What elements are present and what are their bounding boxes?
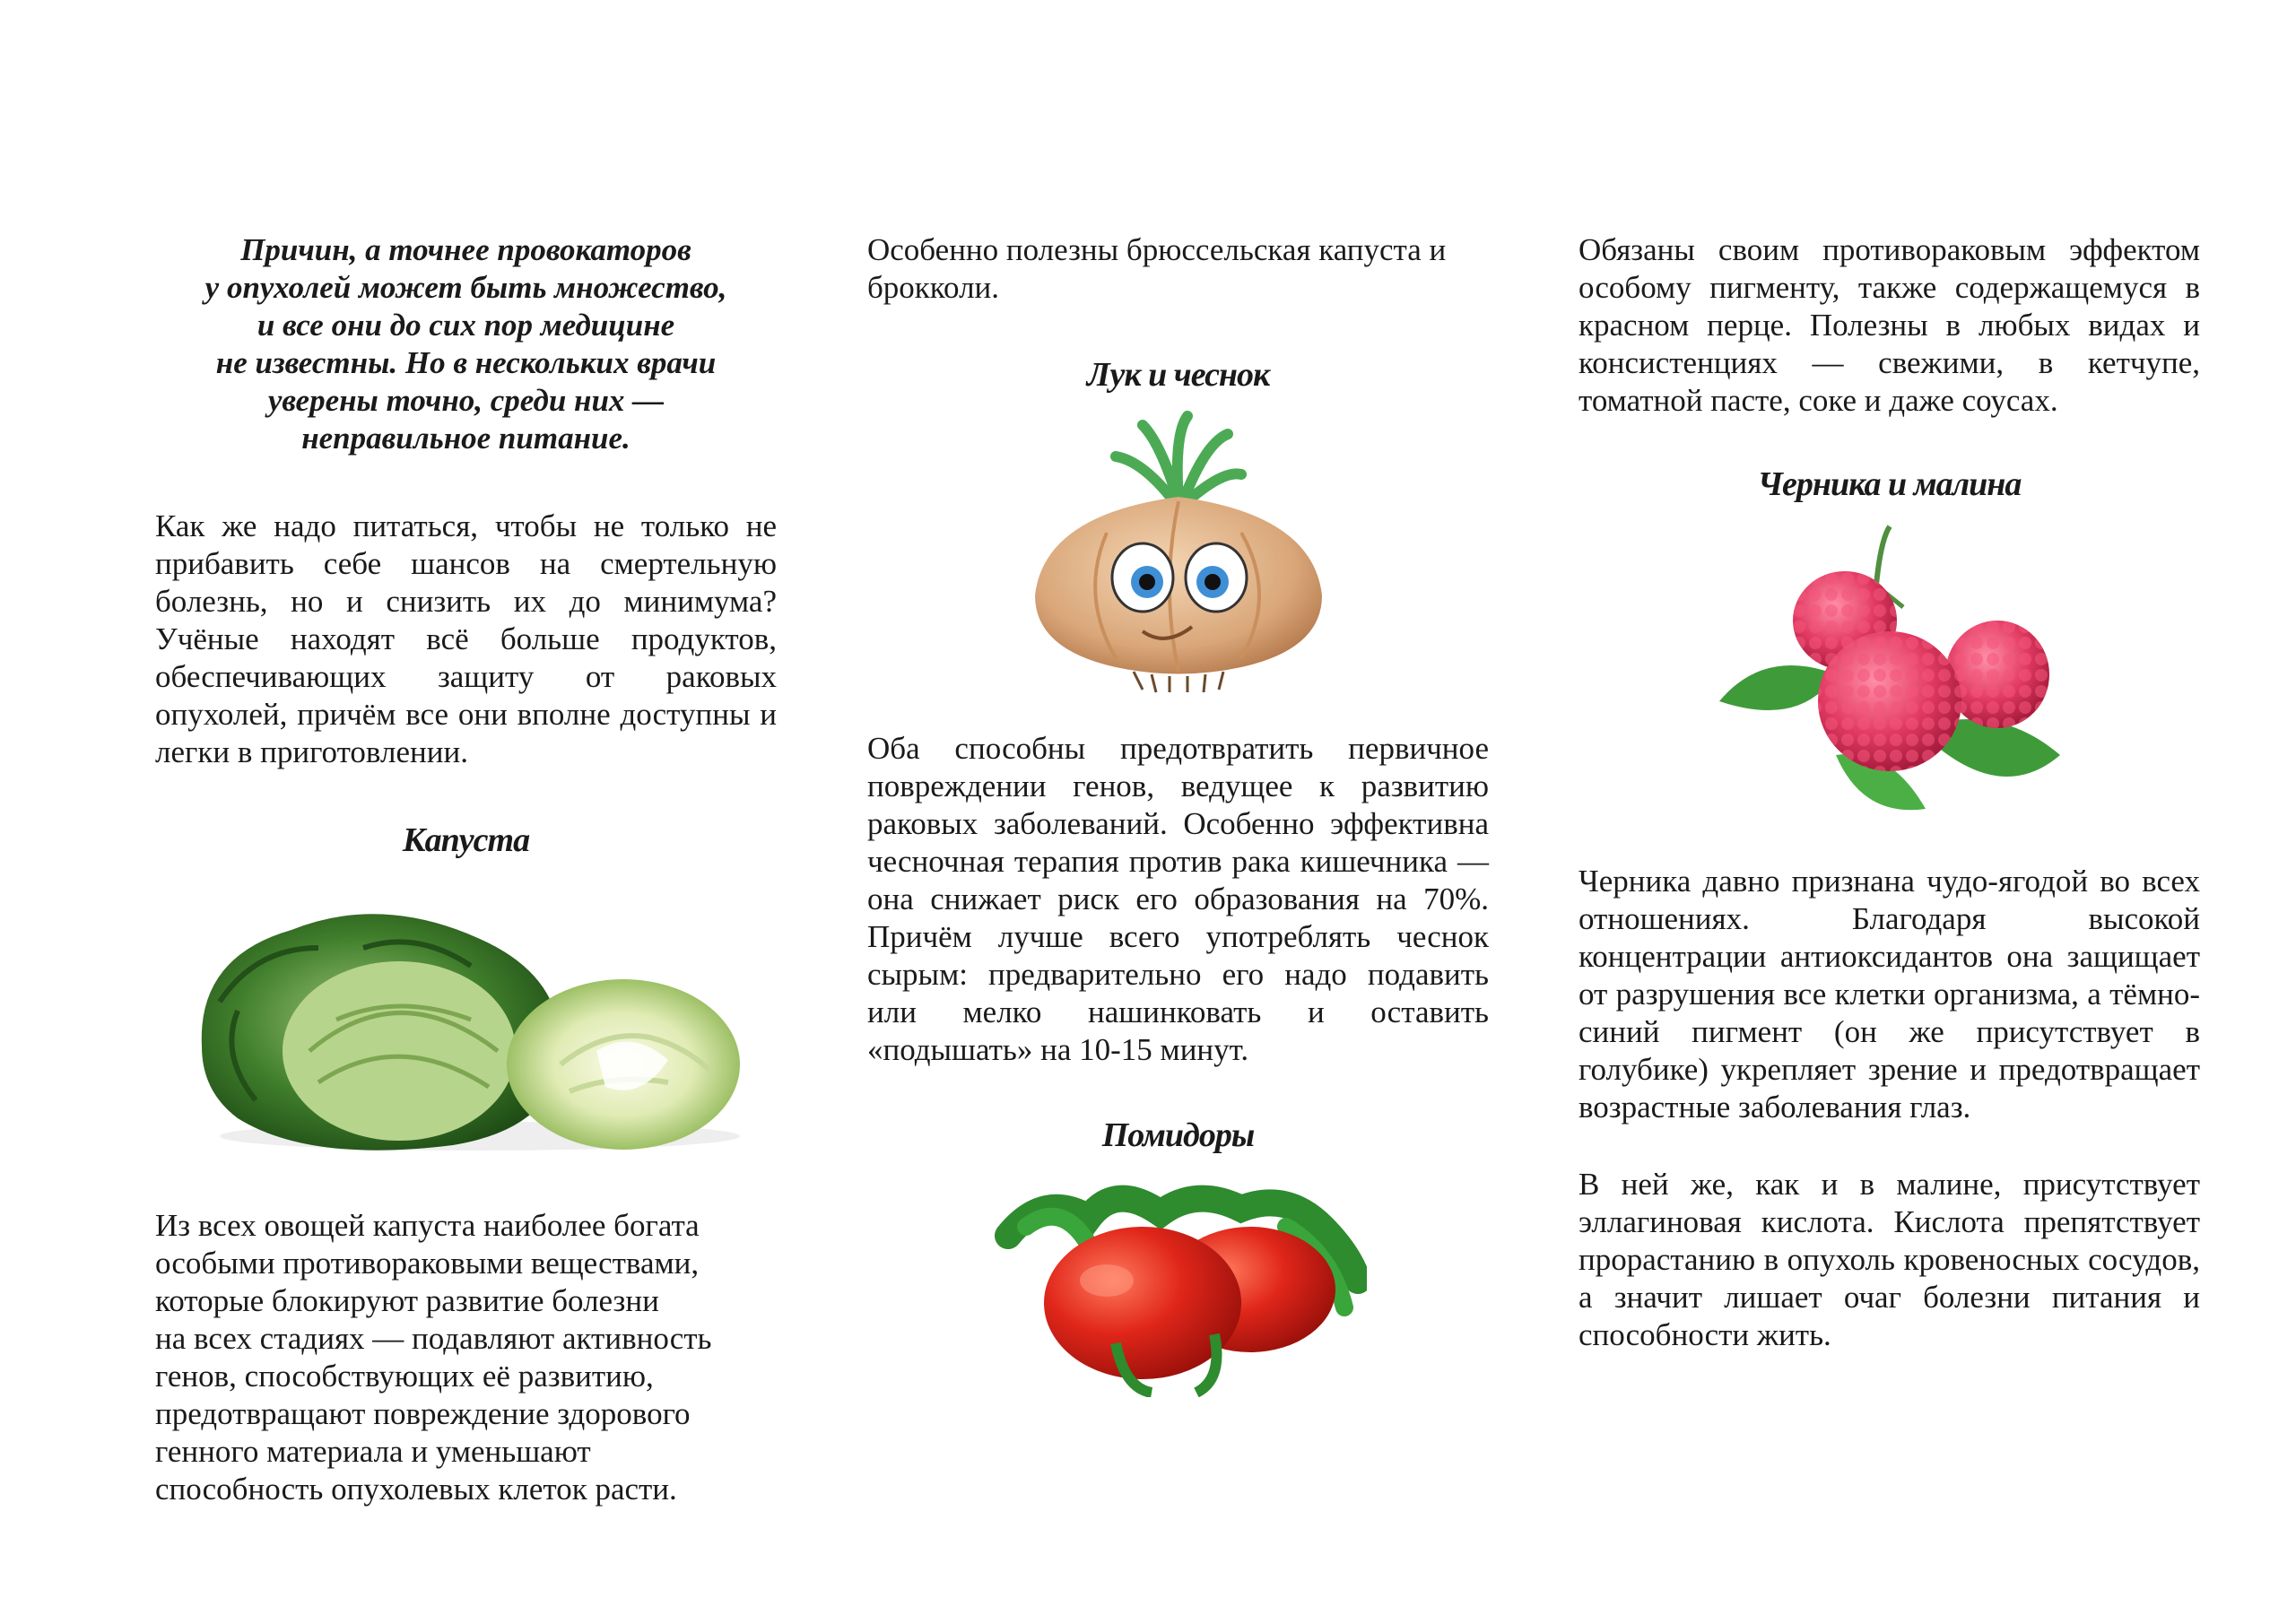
cabbage-image (184, 894, 749, 1163)
paragraph-cabbage (155, 1207, 777, 1508)
paragraph-how-to-eat: Как же надо питаться, чтобы не только не прибавить себе шансов на смертельную болезнь, но и снизить их до минимума? Учёные находят всё больше продуктов, обеспечивающих защиту от раковых опухолей, причём все они вполне доступны и легки в приготовлении. (155, 508, 777, 769)
text-line: особыми противораковыми веществами, (155, 1246, 700, 1281)
paragraph-brussels: Особенно полезны брюссельская капуста и брокколи. (867, 232, 1447, 305)
heading-onion-garlic: Лук и чеснок (1086, 356, 1270, 394)
column-left (155, 231, 777, 1508)
paragraph-tomatoes: Обязаны своим противораковым эффектом особому пигменту, также содержащемуся в красном перце. Полезны в любых видах и консистенциях — свежими, в кетчупе, томатной пасте, соке и даже соусах. (1578, 232, 2200, 418)
intro-line: не известны. Но в нескольких врачи (215, 345, 717, 380)
heading-tomatoes: Помидоры (1101, 1116, 1255, 1154)
text-line: способность опухолевых клеток расти. (155, 1472, 677, 1507)
paragraph-raspberry: В ней же, как и в малине, присутствует эллагиновая кислота. Кислота препятствует прорастанию в опухоль кровеносных сосудов, а значит лишает очаг болезни питания и способности жить. (1578, 1167, 2200, 1352)
column-right (1578, 231, 2200, 1354)
tomato-image (990, 1173, 1367, 1397)
paragraph-onion-garlic: Оба способны предотвратить первичное повреждении генов, ведущее к развитию раковых заболеваний. Особенно эффективна чесночная терапия против рака кишечника — она снижает риск его образования на 70%. Причём лучше всего употреблять чеснок сырым: предварительно его надо подавить или мелко нашинковать и оставить «подышать» на 10-15 минут. (867, 731, 1489, 1067)
text-line: предотвращают повреждение здорового (155, 1396, 691, 1431)
heading-cabbage: Капуста (402, 821, 530, 859)
intro-text (155, 231, 777, 457)
text-line: генов, способствующих её развитию, (155, 1359, 654, 1394)
intro-line: уверены точно, среди них — (267, 383, 665, 418)
text-line: которые блокируют развитие болезни (155, 1283, 659, 1318)
intro-line: у опухолей может быть множество, (204, 270, 727, 305)
intro-line: неправильное питание. (301, 421, 631, 456)
intro-line: Причин, а точнее провокаторов (240, 232, 691, 267)
onion-image (1008, 407, 1349, 694)
heading-blueberry-raspberry: Черника и малина (1757, 465, 2022, 503)
text-line: Из всех овощей капуста наиболее богата (155, 1208, 700, 1243)
text-line: генного материала и уменьшают (155, 1434, 591, 1469)
column-middle (867, 231, 1489, 1397)
raspberry-image (1710, 522, 2069, 827)
paragraph-blueberry: Черника давно признана чудо-ягодой во всех отношениях. Благодаря высокой концентрации антиоксидантов она защищает от разрушения все клетки организма, а тёмно-синий пигмент (он же присутствует в голубике) укрепляет зрение и предотвращает возрастные заболевания глаз. (1578, 864, 2200, 1125)
text-line: на всех стадиях — подавляют активность (155, 1321, 712, 1356)
intro-line: и все они до сих пор медицине (257, 308, 675, 343)
